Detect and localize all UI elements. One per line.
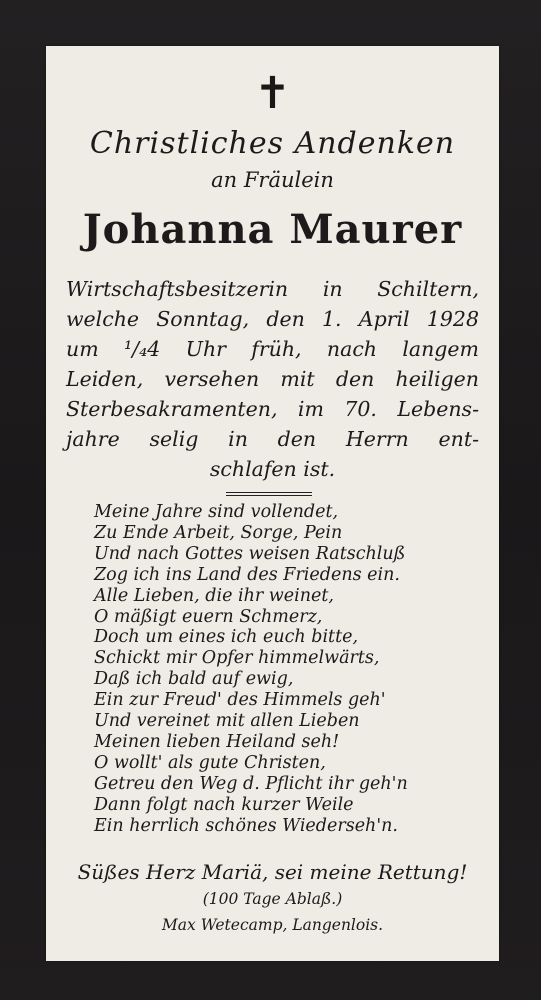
poem-line: Und nach Gottes weisen Ratschluß bbox=[94, 543, 406, 564]
divider-rule bbox=[226, 492, 312, 496]
obituary-line: Wirtschaftsbesitzerin in Schiltern, bbox=[66, 277, 479, 301]
poem bbox=[94, 502, 408, 837]
poem-line: Daß ich bald auf ewig, bbox=[94, 669, 294, 690]
cross-icon: ✝ bbox=[254, 68, 291, 119]
obituary-line: schlafen ist. bbox=[209, 457, 336, 481]
poem-line: Zog ich ins Land des Friedens ein. bbox=[94, 564, 400, 585]
poem-line: O mäßigt euern Schmerz, bbox=[94, 606, 323, 627]
obituary-line: Leiden, versehen mit den heiligen bbox=[66, 367, 479, 391]
poem-line: Alle Lieben, die ihr weinet, bbox=[94, 585, 334, 606]
obituary-line: Sterbesakramenten, im 70. Lebens- bbox=[66, 397, 479, 421]
poem-line: Schickt mir Opfer himmelwärts, bbox=[94, 648, 380, 669]
card-title: Christliches Andenken bbox=[89, 126, 456, 161]
obituary-line: um ¹/₄4 Uhr früh, nach langem bbox=[66, 337, 479, 361]
poem-line: Und vereinet mit allen Lieben bbox=[94, 711, 360, 732]
poem-line: Getreu den Weg d. Pflicht ihr geh'n bbox=[94, 773, 408, 794]
poem-line: Ein zur Freud' des Himmels geh' bbox=[94, 690, 386, 711]
obituary-text bbox=[66, 274, 479, 484]
poem-line: Meine Jahre sind vollendet, bbox=[94, 502, 339, 522]
poem-line: Meinen lieben Heiland seh! bbox=[94, 731, 340, 752]
poem-line: Ein herrlich schönes Wiederseh'n. bbox=[94, 815, 398, 836]
indulgence-note: (100 Tage Ablaß.) bbox=[202, 890, 343, 908]
poem-line: Dann folgt nach kurzer Weile bbox=[94, 794, 354, 815]
card-subtitle: an Fräulein bbox=[211, 168, 334, 192]
obituary-line: jahre selig in den Herrn ent- bbox=[66, 427, 479, 451]
poem-line: O wollt' als gute Christen, bbox=[94, 752, 326, 773]
closing-prayer: Süßes Herz Mariä, sei meine Rettung! bbox=[77, 860, 468, 884]
obituary-line: welche Sonntag, den 1. April 1928 bbox=[66, 307, 479, 331]
printer-credit: Max Wetecamp, Langenlois. bbox=[161, 916, 384, 934]
deceased-name: Johanna Maurer bbox=[82, 206, 463, 253]
memorial-card bbox=[46, 46, 499, 961]
poem-line: Doch um eines ich euch bitte, bbox=[94, 627, 359, 648]
poem-line: Zu Ende Arbeit, Sorge, Pein bbox=[94, 522, 343, 543]
